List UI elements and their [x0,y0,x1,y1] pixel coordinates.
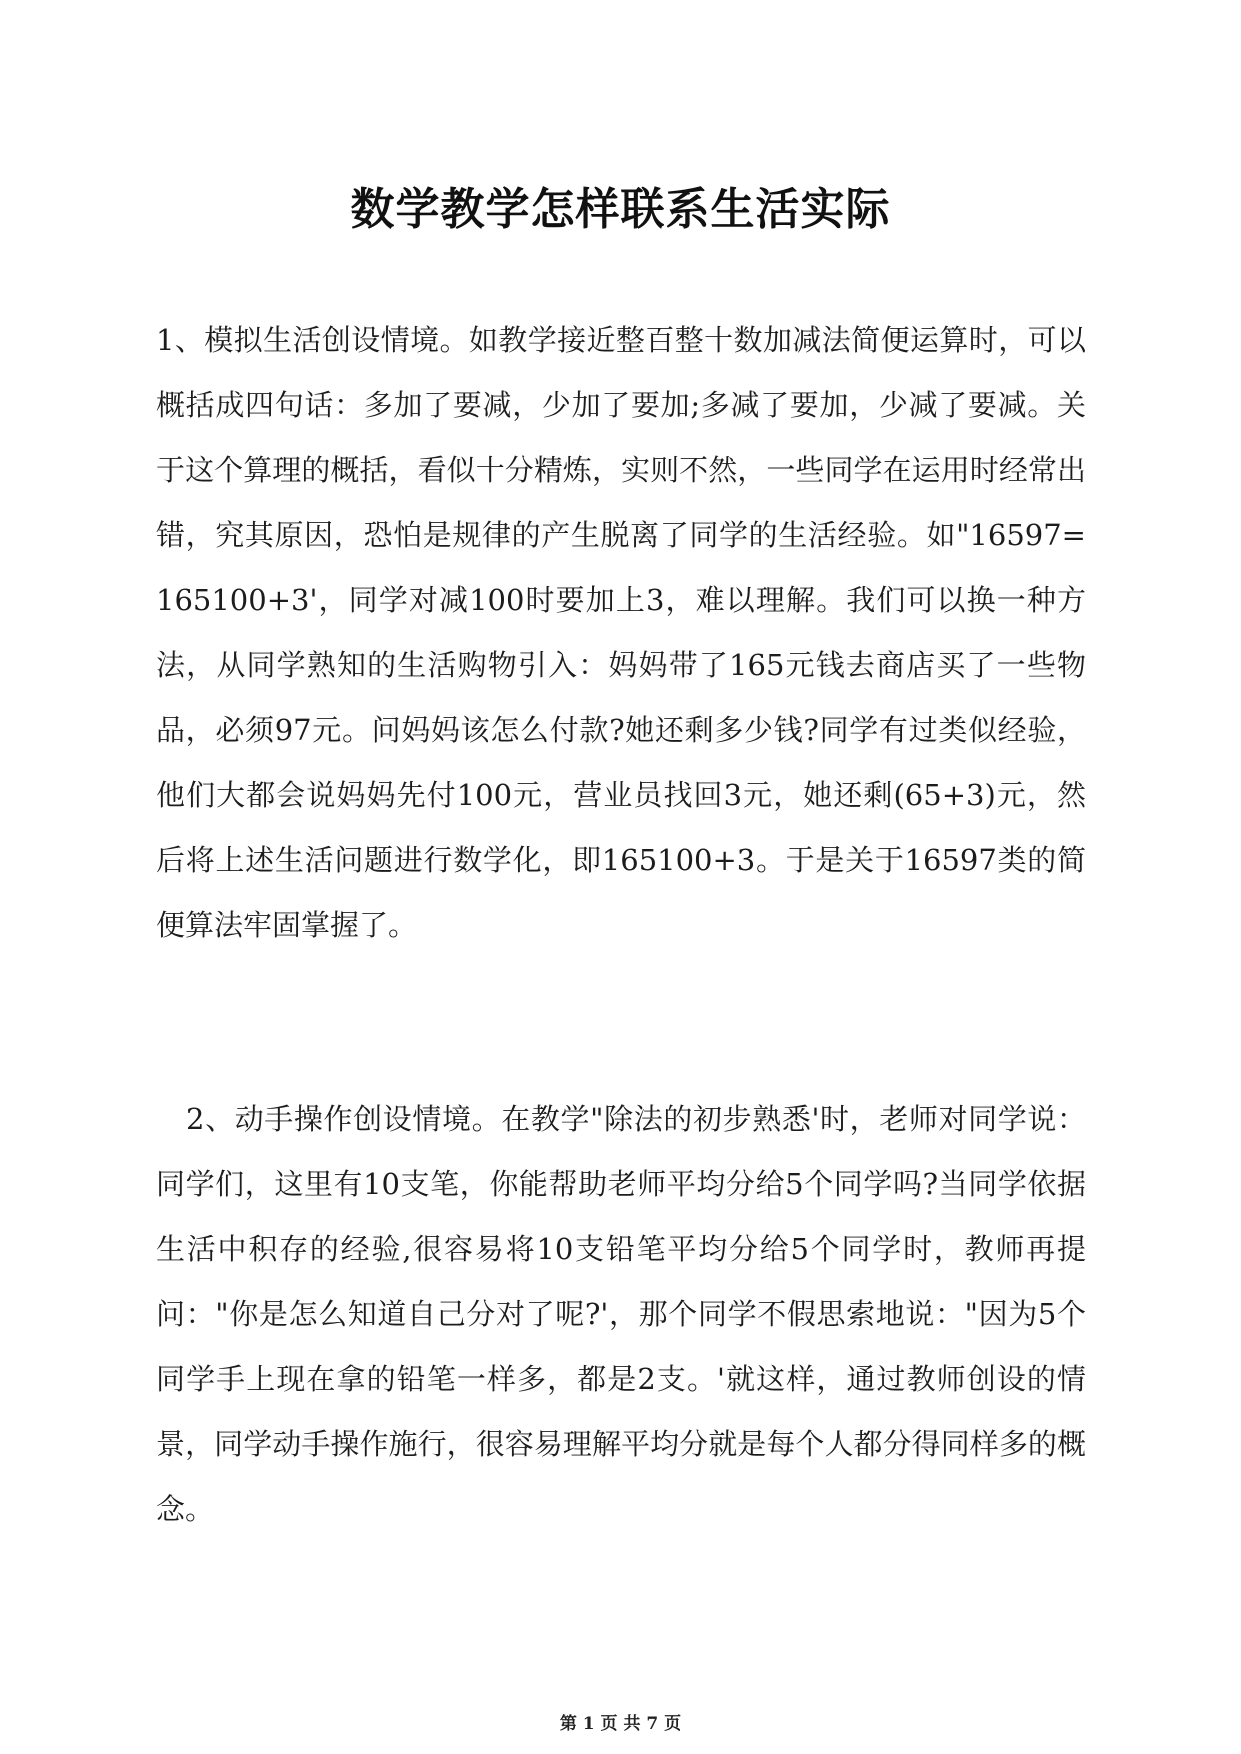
document-title: 数学教学怎样联系生活实际 [350,184,891,235]
paragraph-2: 2、动手操作创设情境。在教学"除法的初步熟悉'时，老师对同学说：同学们，这里有10支笔，你能帮助老师平均分给5个同学吗?当同学依据生活中积存的经验,很容易将10支铅笔平均分给5个同学时，教师再提问："你是怎么知道自己分对了呢?'，那个同学不假思索地说："因为5个同学手上现在拿的铅笔一样多，都是2支。'就这样，通过教师创设的情景，同学动手操作施行，很容易理解平均分就是每个人都分得同样多的概念。 [156,1102,1086,1526]
paragraph-1: 1、模拟生活创设情境。如教学接近整百整十数加减法简便运算时，可以概括成四句话：多加了要减，少加了要加;多减了要加，少减了要减。关于这个算理的概括，看似十分精炼，实则不然，一些同学在运用时经常出错，究其原因，恐怕是规律的产生脱离了同学的生活经验。如"16597=165100+3'，同学对减100时要加上3，难以理解。我们可以换一种方法，从同学熟知的生活购物引入：妈妈带了165元钱去商店买了一些物品，必须97元。问妈妈该怎么付款?她还剩多少钱?同学有过类似经验，他们大都会说妈妈先付100元，营业员找回3元，她还剩(65+3)元，然后将上述生活问题进行数学化，即165100+3。于是关于16597类的简便算法牢固掌握了。 [156,323,1086,942]
page-number-footer: 第 1 页 共 7 页 [559,1714,682,1734]
